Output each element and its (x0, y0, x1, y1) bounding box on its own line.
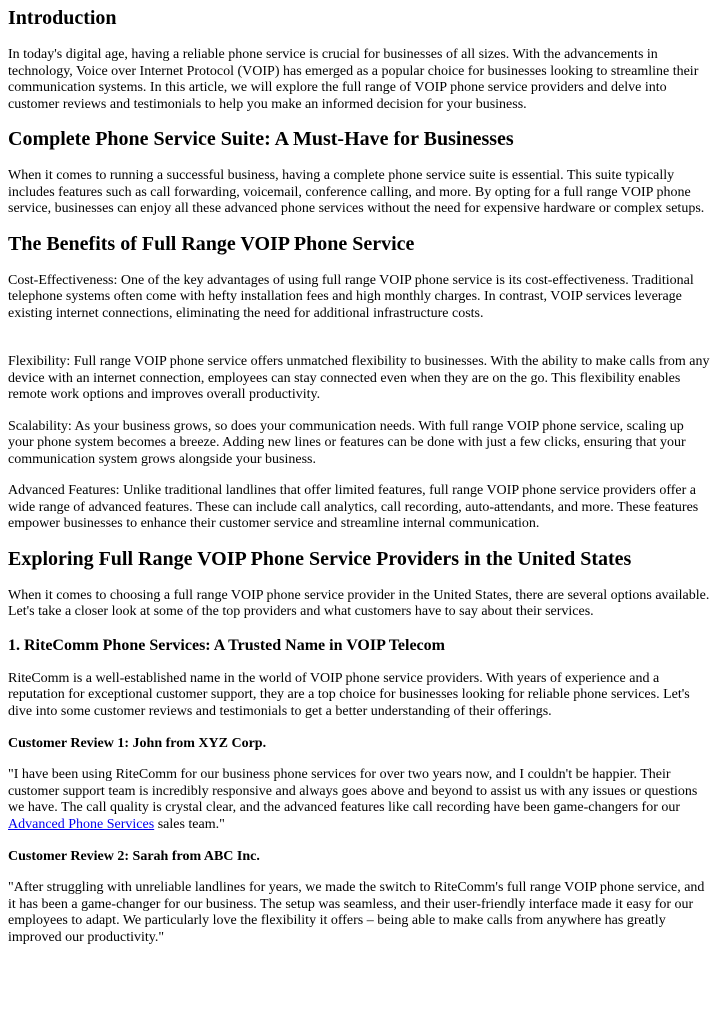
review1-text-before: "I have been using RiteComm for our business phone services for over two years now, and I couldn't be happier. Their customer support team is incredibly responsive and always goes above and beyond to assist us with any issues or questions we have. The call quality is crystal clear, and the advanced features like call recording have been game-changers for our (8, 767, 698, 815)
providers-heading: Exploring Full Range VOIP Phone Service Providers in the United States (8, 547, 632, 570)
review1-text-after: sales team." (154, 816, 225, 832)
review1-paragraph (8, 767, 712, 833)
benefit-flexibility-paragraph: Flexibility: Full range VOIP phone service offers unmatched flexibility to businesses. With the ability to make calls from any device with an internet connection, employees can stay connected even when they are on the go. This flexibility enables remote work options and improves overall productivity. (8, 354, 710, 402)
advanced-phone-services-link[interactable]: Advanced Phone Services (8, 816, 155, 832)
ritecomm-paragraph: RiteComm is a well-established name in the world of VOIP phone service providers. With years of experience and a reputation for exceptional customer support, they are a top choice for businesses looking for reliable phone services. Let's dive into some customer reviews and testimonials to get a better understanding of their offerings. (8, 670, 690, 719)
suite-paragraph: When it comes to running a successful business, having a complete phone service suite is essential. This suite typically includes features such as call forwarding, voicemail, conference calling, and more. By opting for a full range VOIP phone service, businesses can enjoy all these advanced phone services without the need for expensive hardware or complex setups. (8, 168, 705, 216)
suite-heading: Complete Phone Service Suite: A Must-Have for Businesses (8, 128, 514, 150)
benefit-cost-paragraph: Cost-Effectiveness: One of the key advantages of using full range VOIP phone service is its cost-effectiveness. Traditional telephone systems often come with hefty installation fees and high monthly charges. In contrast, VOIP services leverage existing internet connections, eliminating the need for additional infrastructure costs. (8, 272, 694, 321)
review2-paragraph: "After struggling with unreliable landlines for years, we made the switch to RiteComm's full range VOIP phone service, and it has been a game-changer for our business. The setup was seamless, and their user-friendly interface made it easy for our employees to adapt. We particularly love the flexibility it offers – being able to make calls from anywhere has greatly improved our productivity." (8, 880, 705, 945)
review2-heading: Customer Review 2: Sarah from ABC Inc. (8, 849, 260, 864)
benefit-advanced-paragraph: Advanced Features: Unlike traditional landlines that offer limited features, full range VOIP phone service providers offer a wide range of advanced features. These can include call analytics, call recording, auto-attendants, and more. These features empower businesses to enhance their customer service and streamline internal communication. (8, 483, 699, 531)
benefits-heading: The Benefits of Full Range VOIP Phone Service (8, 232, 415, 255)
intro-heading: Introduction (8, 7, 117, 29)
ritecomm-heading: 1. RiteComm Phone Services: A Trusted Name in VOIP Telecom (8, 636, 445, 654)
providers-paragraph: When it comes to choosing a full range VOIP phone service provider in the United States, there are several options available. Let's take a closer look at some of the top providers and what customers have to say about their services. (8, 587, 710, 619)
review1-heading: Customer Review 1: John from XYZ Corp. (8, 736, 267, 751)
benefit-scalability-paragraph: Scalability: As your business grows, so does your communication needs. With full range VOIP phone service, scaling up your phone system becomes a breeze. Adding new lines or features can be done with just a few clicks, ensuring that your communication system grows alongside your business. (8, 418, 686, 467)
intro-paragraph: In today's digital age, having a reliable phone service is crucial for businesses of all sizes. With the advancements in technology, Voice over Internet Protocol (VOIP) has emerged as a popular choice for businesses looking to streamline their communication systems. In this article, we will explore the full range of VOIP phone service providers and delve into customer reviews and testimonials to help you make an informed decision for your business. (8, 47, 699, 112)
